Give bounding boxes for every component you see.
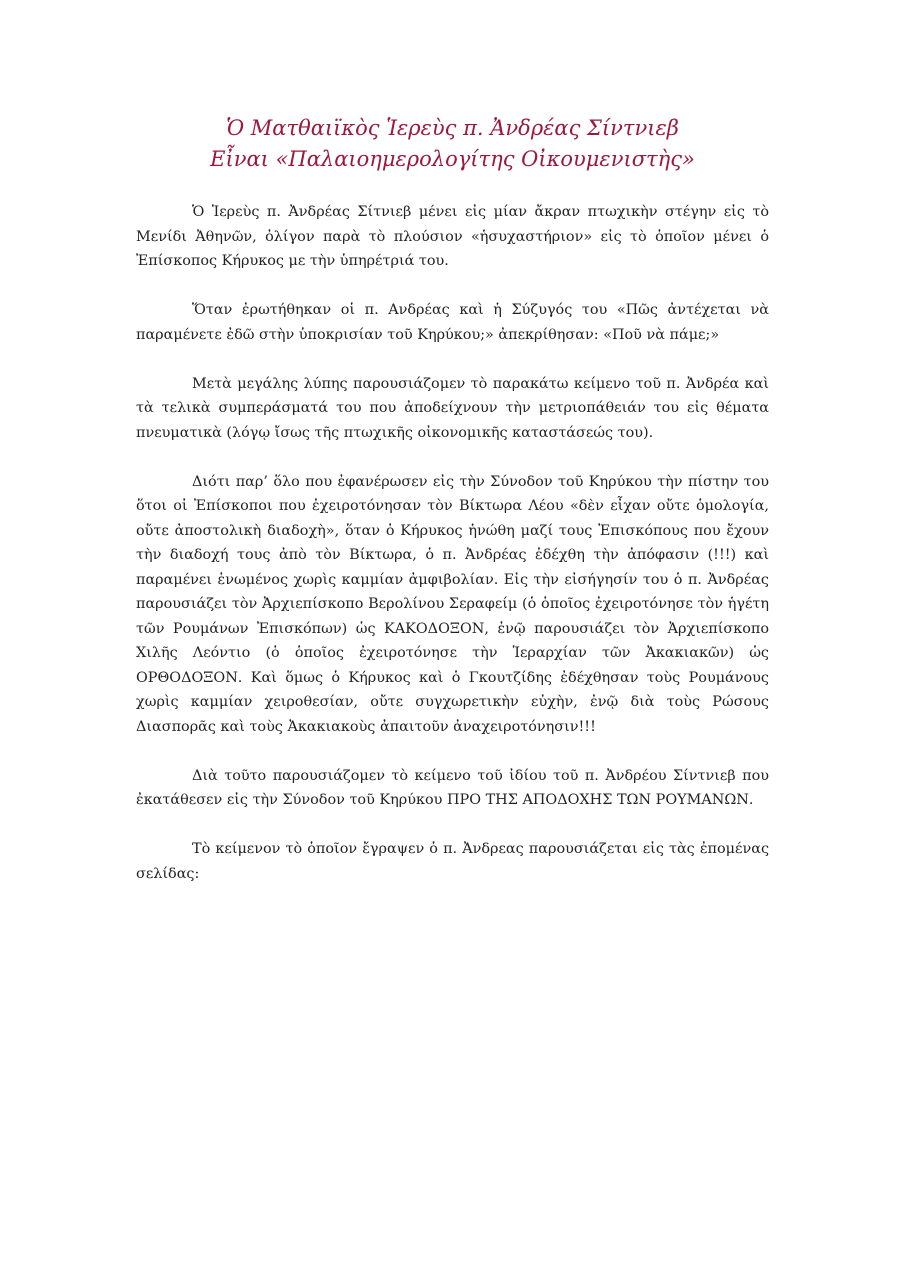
paragraph: Ὁ Ἱερεὺς π. Ἀνδρέας Σίτνιεβ μένει εἰς μίαν ἄκραν πτωχικὴν στέγην εἰς τὸ Μενίδι Ἀθηνῶν, ὀλίγον παρὰ τὸ πλούσιον «ἡσυχαστήριον» εἰς τὸ ὁποῖον μένει ὁ Ἐπίσκοπος Κήρυκος με τὴν ὑπηρέτριά του.: [136, 204, 769, 269]
title-line-2: Εἶναι «Παλαιοημερολογίτης Οἰκουμενιστὴς»: [210, 147, 695, 171]
paragraph: Τὸ κείμενον τὸ ὁποῖον ἔγραψεν ὁ π. Ἀνδρεας παρουσιάζεται εἰς τὰς ἐπομένας σελίδας:: [136, 841, 769, 882]
paragraph: Ὅταν ἐρωτήθηκαν οἱ π. Ανδρέας καὶ ἡ Σύζυγός του «Πῶς ἀντέχεται νὰ παραμένετε ἐδῶ στὴν ὑποκρισίαν τοῦ Κηρύκου;» ἀπεκρίθησαν: «Ποῦ νὰ πάμε;»: [136, 302, 769, 343]
document-body: [136, 200, 769, 911]
paragraph: Μετὰ μεγάλης λύπης παρουσιάζομεν τὸ παρακάτω κείμενο τοῦ π. Ἀνδρέα καὶ τὰ τελικὰ συμπεράσματά του που ἀποδείχνουν τὴν μετριοπάθειάν του εἰς θέματα πνευματικὰ (λόγῳ ἴσως τῆς πτωχικῆς οἰκονομικῆς καταστάσεώς του).: [136, 375, 769, 441]
title-line-1: Ὁ Ματθαιϊκὸς Ἱερεὺς π. Ἀνδρέας Σίντνιεβ: [226, 116, 679, 140]
paragraph: Διὰ τοῦτο παρουσιάζομεν τὸ κείμενο τοῦ ἰδίου τοῦ π. Ἀνδρέου Σίντνιεβ που ἐκατάθεσεν εἰς τὴν Σύνοδον τοῦ Κηρύκου ΠΡΟ ΤΗΣ ΑΠΟΔΟΧΗΣ ΤΩΝ ΡΟΥΜΑΝΩΝ.: [136, 767, 769, 808]
page-title: [100, 113, 805, 175]
paragraph: Διότι παρ’ ὅλο που ἐφανέρωσεν εἰς τὴν Σύνοδον τοῦ Κηρύκου τὴν πίστην του ὅτοι οἱ Ἐπίσκοποι που ἐχειροτόνησαν τὸν Βίκτωρα Λέου «δὲν εἶχαν οὔτε ὁμολογία, οὔτε ἀποστολικὴ διαδοχὴ», ὅταν ὁ Κήρυκος ἡνώθη μαζί τους Ἐπισκόπους που ἔχουν τὴν διαδοχή τους ἀπὸ τὸν Βίκτωρα, ὁ π. Ἀνδρέας ἐδέχθη τὴν ἀπόφασιν (!!!) καὶ παραμένει ἑνωμένος χωρὶς καμμίαν ἀμφιβολίαν. Εἰς τὴν εἰσήγησίν του ὁ π. Ἀνδρέας παρουσιάζει τὸν Ἀρχιεπίσκοπο Βερολίνου Σεραφείμ (ὁ ὁποῖος ἐχειροτόνησε τὸν ἡγέτη τῶν Ρουμάνων Ἐπισκόπων) ὡς ΚΑΚΟΔΟΞΟΝ, ἐνῷ παρουσιάζει τὸν Ἀρχιεπίσκοπο Χιλῆς Λεόντιο (ὁ ὁποῖος ἐχειροτόνησε τὴν Ἱεραρχίαν τῶν Ἀκακιακῶν) ὡς ΟΡΘΟΔΟΞΟΝ. Καὶ ὅμως ὁ Κήρυκος καὶ ὁ Γκουτζίδης ἐδέχθησαν τοὺς Ρουμάνους χωρὶς καμμίαν χειροθεσίαν, οὔτε συγχωρετικὴν εὐχὴν, ἐνῷ διὰ τοὺς Ρώσους Διασπορᾶς καὶ τοὺς Ἀκακιακοὺς ἀπαιτοῦν ἀναχειροτόνησιν!!!: [136, 473, 769, 735]
